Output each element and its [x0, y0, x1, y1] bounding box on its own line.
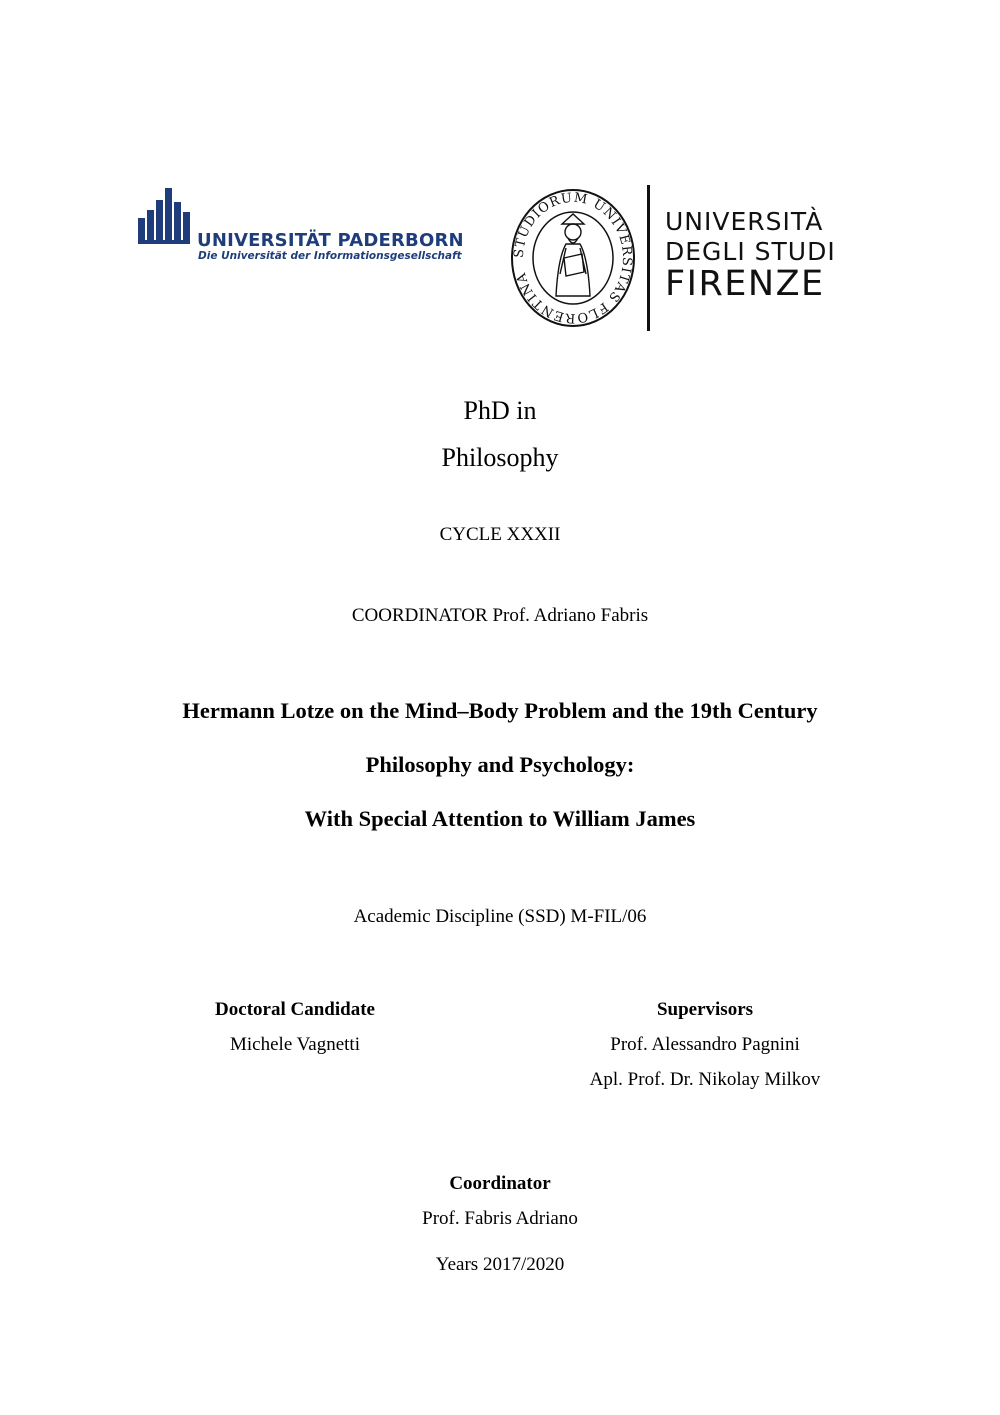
supervisor-name: Apl. Prof. Dr. Nikolay Milkov	[589, 1069, 821, 1090]
supervisors-heading: Supervisors	[656, 999, 754, 1020]
firenze-line-2: DEGLI STUDI	[665, 237, 836, 266]
firenze-seal-icon	[510, 188, 636, 328]
svg-text:STUDIORUM UNIVERSITAS FLORENTI: STUDIORUM UNIVERSITAS FLORENTINA	[511, 190, 635, 326]
candidate-name: Michele Vagnetti	[230, 1034, 360, 1055]
firenze-line-1: UNIVERSITÀ	[665, 207, 824, 236]
thesis-title-line-3: With Special Attention to William James	[304, 806, 696, 831]
coordinator-heading: Coordinator	[449, 1173, 551, 1194]
academic-discipline: Academic Discipline (SSD) M-FIL/06	[353, 906, 647, 927]
thesis-title-line-1: Hermann Lotze on the Mind–Body Problem and the 19th Century	[182, 698, 818, 723]
coordinator-name: Prof. Fabris Adriano	[422, 1208, 578, 1229]
paderborn-name: UNIVERSITÄT PADERBORN	[197, 230, 464, 251]
years: Years 2017/2020	[435, 1254, 565, 1275]
program-line-2: Philosophy	[441, 443, 559, 472]
firenze-divider	[647, 185, 650, 331]
program-line-1: PhD in	[463, 396, 537, 425]
supervisor-name: Prof. Alessandro Pagnini	[610, 1034, 800, 1055]
candidate-heading: Doctoral Candidate	[215, 999, 375, 1020]
firenze-line-3: FIRENZE	[665, 264, 825, 304]
paderborn-tagline: Die Universität der Informationsgesellschaft	[198, 250, 462, 262]
thesis-title-line-2: Philosophy and Psychology:	[365, 752, 635, 777]
paderborn-logo	[138, 186, 464, 266]
cycle: CYCLE XXXII	[439, 524, 561, 545]
firenze-seal	[510, 188, 636, 328]
paderborn-building-icon	[138, 186, 190, 248]
coordinator-line: COORDINATOR Prof. Adriano Fabris	[351, 605, 649, 626]
